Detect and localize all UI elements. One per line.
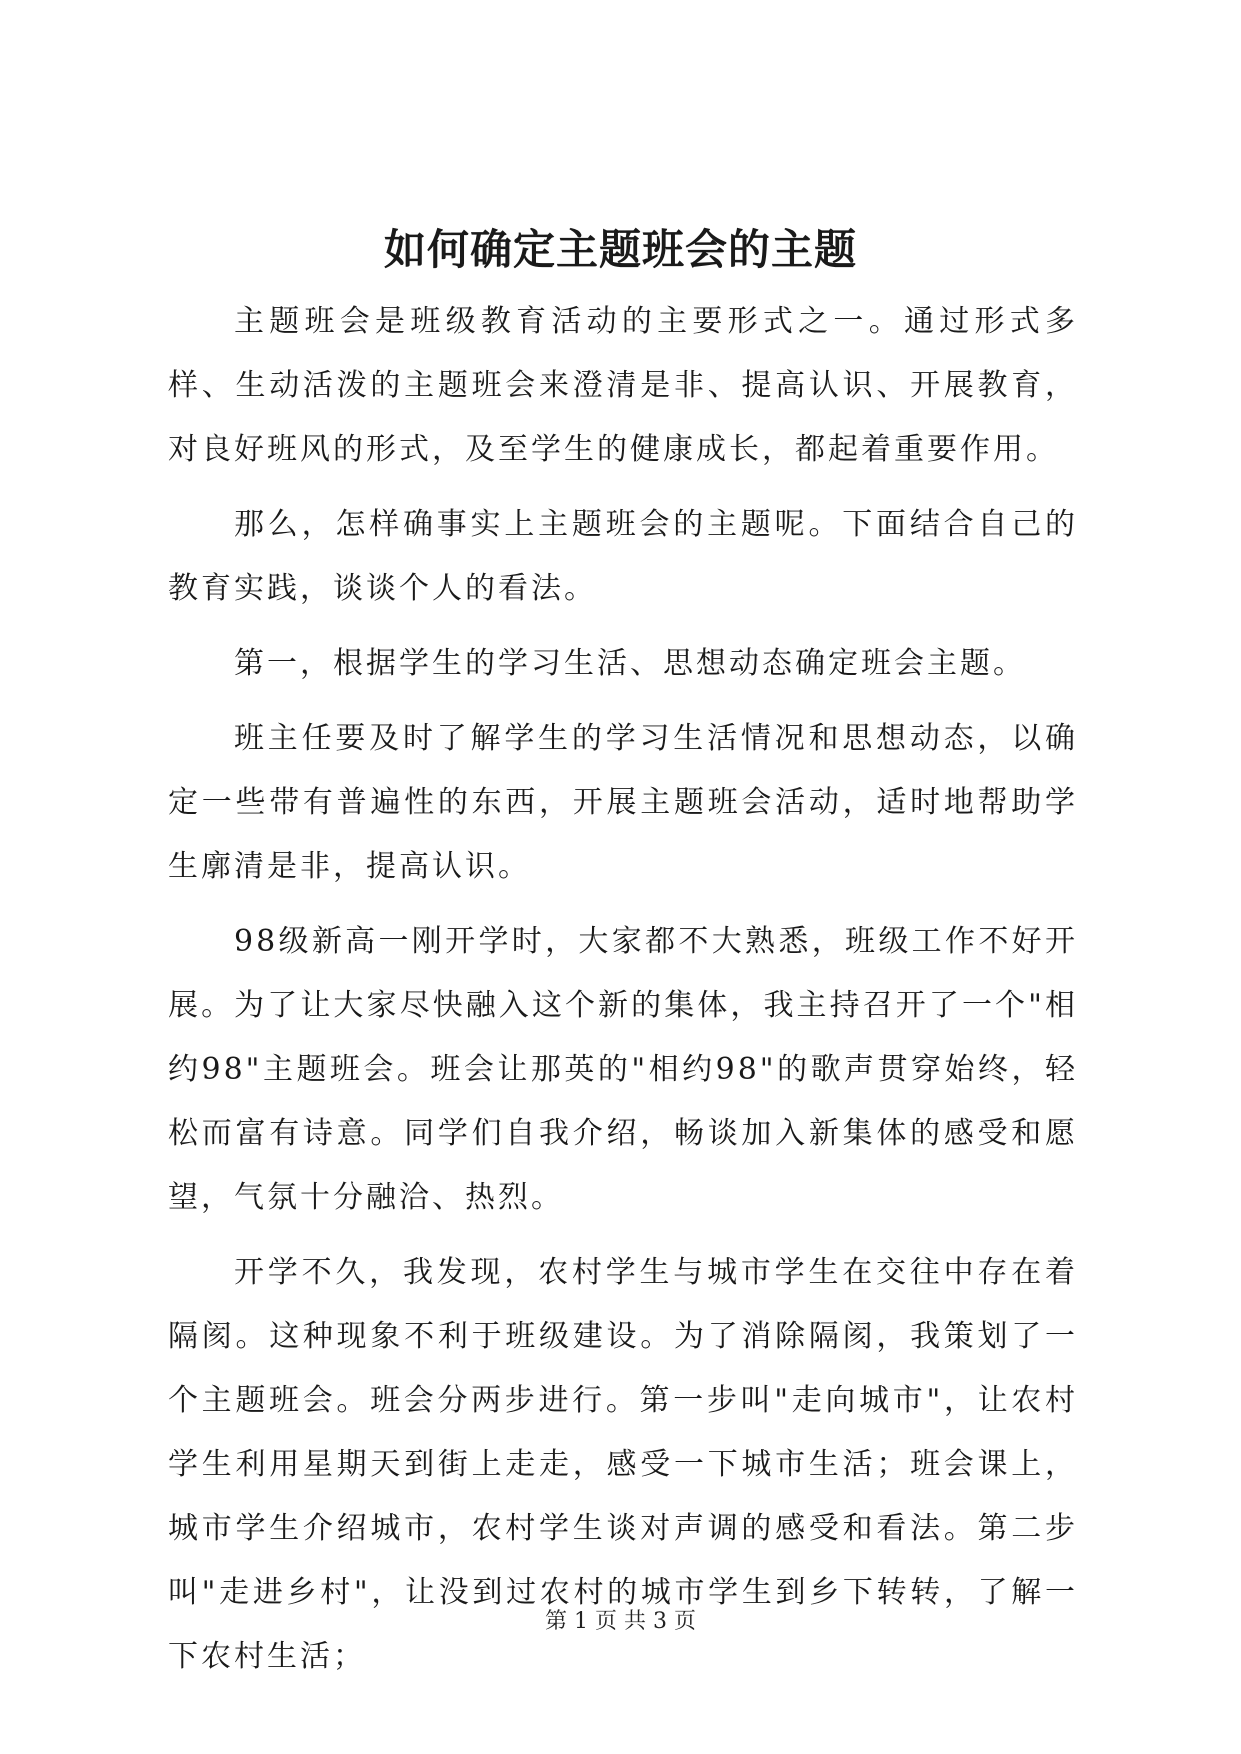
paragraph: 98级新高一刚开学时，大家都不大熟悉，班级工作不好开展。为了让大家尽快融入这个新的集体，我主持召开了一个"相约98"主题班会。班会让那英的"相约98"的歌声贯穿始终，轻松而富有诗意。同学们自我介绍，畅谈加入新集体的感受和愿望，气氛十分融洽、热烈。 [168, 924, 1078, 1215]
paragraph: 开学不久，我发现，农村学生与城市学生在交往中存在着隔阂。这种现象不利于班级建设。为了消除隔阂，我策划了一个主题班会。班会分两步进行。第一步叫"走向城市"，让农村学生利用星期天到街上走走，感受一下城市生活；班会课上，城市学生介绍城市，农村学生谈对声调的感受和看法。第二步叫"走进乡村"，让没到过农村的城市学生到乡下转转，了解一下农村生活； [168, 1255, 1078, 1674]
paragraph: 那么，怎样确事实上主题班会的主题呢。下面结合自己的教育实践，谈谈个人的看法。 [168, 507, 1078, 606]
paragraph: 主题班会是班级教育活动的主要形式之一。通过形式多样、生动活泼的主题班会来澄清是非、提高认识、开展教育，对良好班风的形式，及至学生的健康成长，都起着重要作用。 [168, 304, 1078, 467]
paragraph: 班主任要及时了解学生的学习生活情况和思想动态，以确定一些带有普遍性的东西，开展主题班会活动，适时地帮助学生廓清是非，提高认识。 [168, 721, 1078, 884]
document-title: 如何确定主题班会的主题 [383, 225, 857, 274]
paragraph: 第一，根据学生的学习生活、思想动态确定班会主题。 [234, 646, 1026, 681]
page-number-footer: 第 1 页 共 3 页 [545, 1609, 696, 1634]
document-body [168, 290, 1078, 1700]
